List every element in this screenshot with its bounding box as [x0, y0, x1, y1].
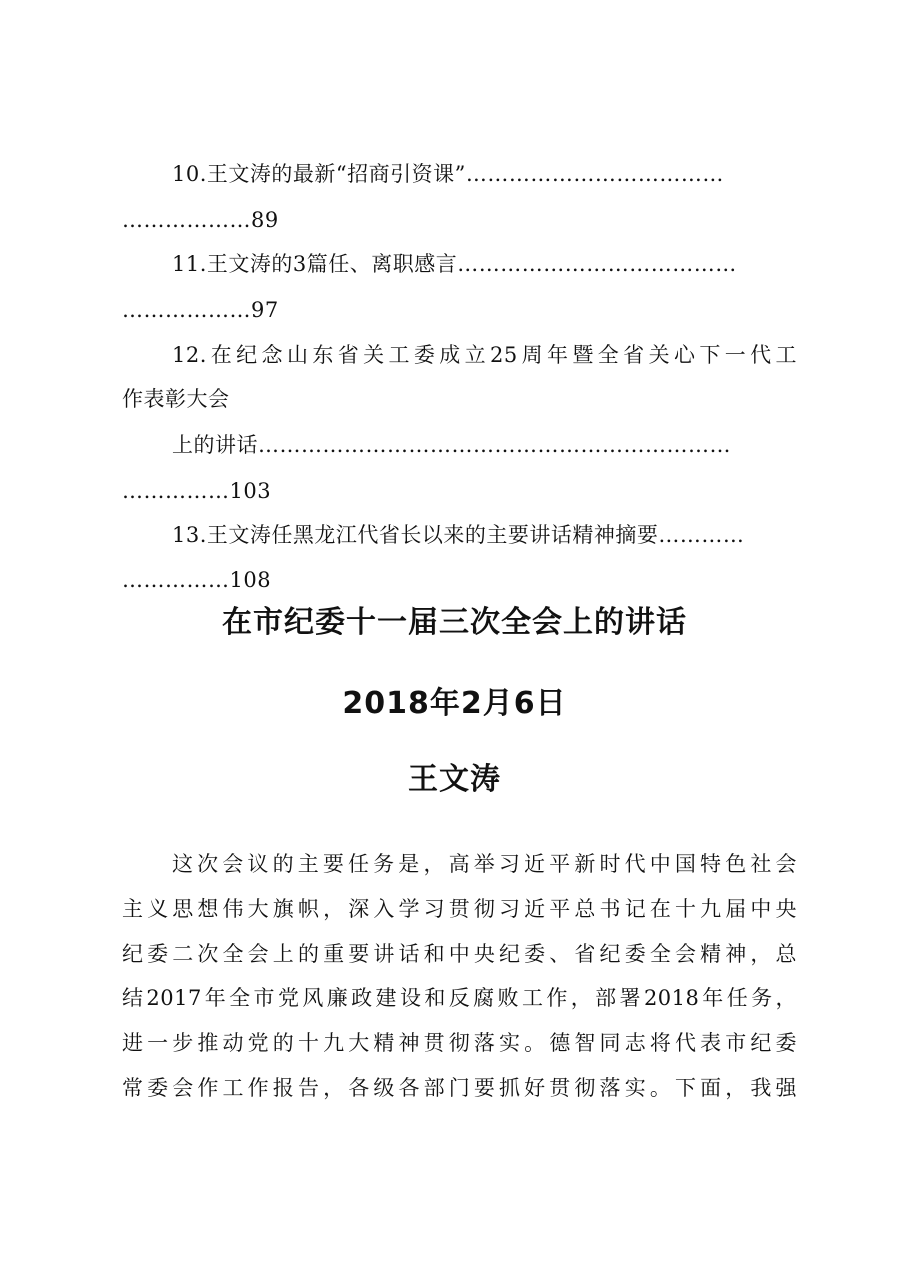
- speech-title: 在市纪委十一届三次全会上的讲话: [222, 605, 687, 640]
- toc-item-13-line1[interactable]: 13.王文涛任黑龙江代省长以来的主要讲话精神摘要…………: [172, 523, 745, 547]
- body-line: 结2017年全市党风廉政建设和反腐败工作，部署2018年任务，: [122, 986, 797, 1010]
- toc-item-12-line2[interactable]: 作表彰大会: [122, 387, 230, 411]
- toc-item-10-page[interactable]: ………………89: [122, 208, 279, 232]
- toc-item-12-line1[interactable]: 12.在纪念山东省关工委成立25周年暨全省关心下一代工: [172, 343, 797, 367]
- body-line: 这次会议的主要任务是，高举习近平新时代中国特色社会: [172, 852, 797, 876]
- body-line: 纪委二次全会上的重要讲话和中央纪委、省纪委全会精神，总: [122, 942, 797, 966]
- toc-item-12-line3[interactable]: 上的讲话…………………………………………………………: [172, 433, 731, 457]
- toc-item-11-page[interactable]: ………………97: [122, 298, 279, 322]
- body-line: 进一步推动党的十九大精神贯彻落实。德智同志将代表市纪委: [122, 1031, 797, 1055]
- toc-item-13-page[interactable]: ……………108: [122, 568, 272, 592]
- toc-item-12-page[interactable]: ……………103: [122, 479, 272, 503]
- speech-date: 2018年2月6日: [342, 686, 567, 721]
- body-line: 主义思想伟大旗帜，深入学习贯彻习近平总书记在十九届中央: [122, 897, 797, 921]
- toc-item-11-line1[interactable]: 11.王文涛的3篇任、离职感言…………………………………: [172, 252, 737, 276]
- speech-author: 王文涛: [408, 762, 501, 797]
- body-line: 常委会作工作报告，各级各部门要抓好贯彻落实。下面，我强: [122, 1076, 797, 1100]
- toc-item-10-line1[interactable]: 10.王文涛的最新“招商引资课”………………………………: [172, 162, 724, 186]
